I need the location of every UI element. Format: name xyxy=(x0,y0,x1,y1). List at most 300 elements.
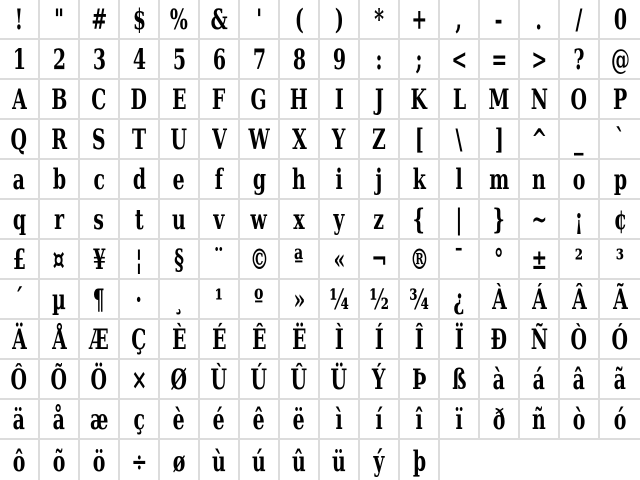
glyph-character: Ì xyxy=(334,324,344,357)
glyph-character: w xyxy=(250,204,268,237)
glyph-cell xyxy=(440,0,480,40)
glyph-character: Y xyxy=(332,124,346,157)
glyph-character: 6 xyxy=(212,44,226,77)
glyph-cell xyxy=(360,160,400,200)
glyph-cell xyxy=(480,200,520,240)
glyph-character: W xyxy=(248,124,270,157)
glyph-character: c xyxy=(93,164,105,197)
glyph-cell xyxy=(160,320,200,360)
glyph-cell xyxy=(40,160,80,200)
glyph-character: ã xyxy=(613,364,627,397)
glyph-character: ý xyxy=(373,446,385,479)
glyph-character: 8 xyxy=(292,44,306,77)
glyph-cell xyxy=(200,200,240,240)
glyph-character: ® xyxy=(409,244,429,277)
glyph-character: ] xyxy=(494,124,504,157)
glyph-cell xyxy=(440,40,480,80)
glyph-cell xyxy=(440,160,480,200)
glyph-character: ¢ xyxy=(613,204,627,237)
glyph-character: ¸ xyxy=(174,284,184,317)
glyph-character: B xyxy=(51,84,67,117)
glyph-cell xyxy=(40,80,80,120)
glyph-cell xyxy=(560,40,600,80)
glyph-row xyxy=(0,80,640,120)
glyph-character: , xyxy=(455,4,463,37)
glyph-cell xyxy=(400,120,440,160)
glyph-cell xyxy=(360,360,400,400)
glyph-character: A xyxy=(11,84,27,117)
glyph-character: ¦ xyxy=(135,244,143,277)
glyph-cell xyxy=(440,120,480,160)
glyph-cell xyxy=(520,200,560,240)
glyph-character: q xyxy=(12,204,26,237)
glyph-cell xyxy=(240,160,280,200)
glyph-row xyxy=(0,400,640,440)
glyph-character: I xyxy=(334,84,344,117)
glyph-character: * xyxy=(374,4,384,37)
glyph-cell xyxy=(240,240,280,280)
glyph-character: Õ xyxy=(50,364,68,397)
glyph-cell xyxy=(480,0,520,40)
glyph-character: ç xyxy=(133,404,145,437)
glyph-cell xyxy=(520,120,560,160)
glyph-character: å xyxy=(52,404,66,437)
glyph-row xyxy=(0,360,640,400)
glyph-character: ß xyxy=(451,364,467,397)
glyph-character: K xyxy=(410,84,428,117)
glyph-character: : xyxy=(375,44,383,77)
glyph-character: h xyxy=(292,164,306,197)
glyph-character: C xyxy=(91,84,107,117)
glyph-cell xyxy=(440,320,480,360)
glyph-character: ª xyxy=(294,244,304,277)
glyph-cell xyxy=(360,40,400,80)
glyph-character: é xyxy=(212,404,226,437)
glyph-cell xyxy=(400,200,440,240)
glyph-character: s xyxy=(93,204,105,237)
glyph-character: Ç xyxy=(131,324,147,357)
glyph-character: i xyxy=(335,164,343,197)
glyph-character: " xyxy=(54,4,64,37)
glyph-cell xyxy=(80,200,120,240)
glyph-cell xyxy=(600,200,640,240)
glyph-cell xyxy=(480,320,520,360)
glyph-character: ù xyxy=(212,446,226,479)
glyph-character: Ë xyxy=(291,324,307,357)
glyph-character: Ä xyxy=(11,324,27,357)
glyph-character: ì xyxy=(335,404,343,437)
glyph-character: E xyxy=(171,84,187,117)
glyph-character: 9 xyxy=(332,44,346,77)
glyph-character: } xyxy=(492,204,506,237)
glyph-character: ; xyxy=(415,44,423,77)
glyph-cell xyxy=(200,80,240,120)
glyph-cell xyxy=(0,400,40,440)
glyph-character: 2 xyxy=(52,44,66,77)
glyph-character: ¡ xyxy=(574,204,584,237)
glyph-cell xyxy=(520,400,560,440)
glyph-character: U xyxy=(170,124,188,157)
glyph-cell xyxy=(320,280,360,320)
glyph-character: Z xyxy=(372,124,386,157)
glyph-character: ø xyxy=(172,446,186,479)
glyph-cell xyxy=(80,40,120,80)
glyph-cell xyxy=(200,400,240,440)
glyph-cell xyxy=(200,240,240,280)
glyph-character: > xyxy=(531,44,547,77)
glyph-cell xyxy=(560,240,600,280)
glyph-character: ô xyxy=(12,446,26,479)
glyph-cell xyxy=(320,360,360,400)
glyph-cell xyxy=(120,200,160,240)
glyph-character: R xyxy=(51,124,67,157)
glyph-cell xyxy=(480,80,520,120)
glyph-row xyxy=(0,200,640,240)
glyph-character: n xyxy=(532,164,546,197)
glyph-character: ¬ xyxy=(371,244,387,277)
glyph-cell xyxy=(520,40,560,80)
glyph-cell xyxy=(600,40,640,80)
glyph-cell xyxy=(600,320,640,360)
glyph-cell xyxy=(360,80,400,120)
glyph-row xyxy=(0,160,640,200)
glyph-cell xyxy=(120,280,160,320)
glyph-character: Ñ xyxy=(530,324,548,357)
glyph-cell xyxy=(0,440,40,480)
glyph-cell xyxy=(280,280,320,320)
glyph-character: t xyxy=(134,204,144,237)
glyph-character: Ð xyxy=(490,324,508,357)
glyph-character: á xyxy=(532,364,546,397)
glyph-character: $ xyxy=(132,4,146,37)
glyph-character: ¹ xyxy=(214,284,224,317)
glyph-cell xyxy=(0,320,40,360)
glyph-character: D xyxy=(130,84,148,117)
glyph-character: ¾ xyxy=(409,284,429,317)
glyph-character: d xyxy=(132,164,146,197)
glyph-character: Û xyxy=(290,364,308,397)
glyph-cell xyxy=(480,160,520,200)
glyph-character: N xyxy=(530,84,548,117)
glyph-cell xyxy=(280,160,320,200)
glyph-character: ö xyxy=(92,446,106,479)
glyph-cell xyxy=(200,160,240,200)
glyph-character: õ xyxy=(52,446,66,479)
glyph-cell xyxy=(480,280,520,320)
glyph-cell xyxy=(600,240,640,280)
glyph-character: ¶ xyxy=(92,284,106,317)
glyph-cell xyxy=(0,120,40,160)
glyph-character: u xyxy=(172,204,186,237)
glyph-character: Ã xyxy=(612,284,628,317)
glyph-cell xyxy=(360,240,400,280)
glyph-cell xyxy=(280,240,320,280)
glyph-character: m xyxy=(488,164,509,197)
glyph-row xyxy=(0,440,640,480)
glyph-character: × xyxy=(131,364,147,397)
glyph-cell xyxy=(0,200,40,240)
glyph-cell xyxy=(280,360,320,400)
glyph-character: è xyxy=(172,404,186,437)
glyph-character: ^ xyxy=(531,124,547,157)
glyph-cell xyxy=(600,280,640,320)
glyph-cell xyxy=(120,80,160,120)
glyph-character: { xyxy=(412,204,426,237)
glyph-cell xyxy=(80,440,120,480)
glyph-cell xyxy=(200,120,240,160)
glyph-cell xyxy=(120,360,160,400)
glyph-character: % xyxy=(170,4,188,37)
glyph-character: ü xyxy=(332,446,346,479)
glyph-cell xyxy=(520,320,560,360)
glyph-cell xyxy=(520,160,560,200)
glyph-character: Á xyxy=(531,284,547,317)
glyph-cell xyxy=(560,160,600,200)
glyph-character: f xyxy=(214,164,224,197)
glyph-character: Ó xyxy=(611,324,629,357)
glyph-cell xyxy=(40,280,80,320)
glyph-character: # xyxy=(91,4,107,37)
glyph-character: X xyxy=(291,124,307,157)
glyph-cell xyxy=(480,120,520,160)
glyph-character: v xyxy=(213,204,225,237)
glyph-row xyxy=(0,0,640,40)
glyph-cell xyxy=(80,120,120,160)
glyph-character: Ï xyxy=(454,324,464,357)
glyph-character: ~ xyxy=(531,204,547,237)
glyph-cell xyxy=(80,320,120,360)
glyph-cell xyxy=(480,40,520,80)
glyph-cell xyxy=(520,360,560,400)
glyph-character: 7 xyxy=(252,44,266,77)
glyph-character: Ô xyxy=(10,364,28,397)
glyph-cell xyxy=(120,0,160,40)
glyph-cell xyxy=(200,320,240,360)
glyph-cell xyxy=(120,440,160,480)
glyph-row xyxy=(0,280,640,320)
glyph-cell xyxy=(360,320,400,360)
glyph-character: y xyxy=(333,204,345,237)
glyph-cell xyxy=(40,320,80,360)
glyph-character: µ xyxy=(52,284,66,317)
glyph-cell xyxy=(400,280,440,320)
glyph-cell xyxy=(560,0,600,40)
glyph-character: º xyxy=(254,284,264,317)
glyph-cell xyxy=(520,0,560,40)
glyph-character: ¿ xyxy=(453,284,465,317)
glyph-character: à xyxy=(492,364,506,397)
glyph-cell xyxy=(520,80,560,120)
glyph-character: 1 xyxy=(12,44,26,77)
glyph-cell xyxy=(80,400,120,440)
glyph-cell xyxy=(40,120,80,160)
glyph-character: ° xyxy=(494,244,504,277)
glyph-character: ' xyxy=(256,4,262,37)
glyph-cell xyxy=(360,280,400,320)
glyph-character: M xyxy=(488,84,510,117)
glyph-character: ¯ xyxy=(454,244,464,277)
glyph-character: Å xyxy=(51,324,67,357)
glyph-cell xyxy=(400,80,440,120)
glyph-cell xyxy=(40,400,80,440)
glyph-cell xyxy=(240,40,280,80)
glyph-cell xyxy=(320,400,360,440)
glyph-cell xyxy=(120,120,160,160)
glyph-cell xyxy=(200,440,240,480)
glyph-cell xyxy=(520,280,560,320)
glyph-character: S xyxy=(92,124,106,157)
glyph-character: O xyxy=(570,84,588,117)
glyph-character: Ò xyxy=(570,324,588,357)
glyph-character: © xyxy=(249,244,269,277)
glyph-cell xyxy=(160,120,200,160)
glyph-cell xyxy=(560,360,600,400)
glyph-character: Ø xyxy=(170,364,188,397)
glyph-character: ú xyxy=(252,446,266,479)
glyph-cell xyxy=(360,120,400,160)
glyph-cell xyxy=(320,80,360,120)
glyph-character: â xyxy=(572,364,586,397)
glyph-character: l xyxy=(455,164,463,197)
glyph-cell xyxy=(280,40,320,80)
glyph-character: ê xyxy=(252,404,266,437)
glyph-character: Ö xyxy=(90,364,108,397)
glyph-character: Ê xyxy=(251,324,267,357)
glyph-cell xyxy=(200,40,240,80)
glyph-character: ¨ xyxy=(214,244,224,277)
glyph-cell xyxy=(0,160,40,200)
glyph-cell xyxy=(200,280,240,320)
glyph-cell xyxy=(400,320,440,360)
glyph-cell xyxy=(240,360,280,400)
glyph-character: ñ xyxy=(532,404,546,437)
glyph-row xyxy=(0,120,640,160)
glyph-cell xyxy=(280,200,320,240)
glyph-character: = xyxy=(491,44,507,77)
glyph-character: b xyxy=(52,164,66,197)
glyph-character: ¤ xyxy=(52,244,66,277)
glyph-cell xyxy=(400,40,440,80)
glyph-character: Æ xyxy=(89,324,109,357)
glyph-cell xyxy=(80,280,120,320)
glyph-cell xyxy=(200,0,240,40)
glyph-cell xyxy=(80,360,120,400)
glyph-cell xyxy=(160,240,200,280)
glyph-character: ² xyxy=(574,244,584,277)
glyph-character: J xyxy=(374,84,384,117)
glyph-cell xyxy=(440,80,480,120)
glyph-character: ï xyxy=(455,404,463,437)
glyph-cell xyxy=(160,160,200,200)
glyph-character: H xyxy=(290,84,308,117)
glyph-character: À xyxy=(491,284,507,317)
glyph-character: Ý xyxy=(372,364,386,397)
glyph-cell xyxy=(320,40,360,80)
glyph-character: 3 xyxy=(92,44,106,77)
glyph-cell xyxy=(40,440,80,480)
glyph-character: É xyxy=(211,324,227,357)
glyph-character: î xyxy=(415,404,423,437)
glyph-cell xyxy=(0,0,40,40)
glyph-cell xyxy=(320,320,360,360)
glyph-character: + xyxy=(411,4,427,37)
glyph-character: Ú xyxy=(250,364,268,397)
glyph-cell xyxy=(120,160,160,200)
glyph-cell xyxy=(360,440,400,480)
glyph-character: ó xyxy=(613,404,627,437)
glyph-character: 5 xyxy=(172,44,186,77)
glyph-character: k xyxy=(412,164,426,197)
glyph-cell xyxy=(600,80,640,120)
glyph-character: 0 xyxy=(613,4,627,37)
glyph-character: V xyxy=(211,124,227,157)
glyph-character: · xyxy=(135,284,143,317)
glyph-cell xyxy=(160,0,200,40)
glyph-character: Â xyxy=(571,284,587,317)
glyph-character: & xyxy=(210,4,228,37)
glyph-cell xyxy=(280,320,320,360)
glyph-character: æ xyxy=(89,404,109,437)
glyph-row xyxy=(0,320,640,360)
glyph-cell xyxy=(400,440,440,480)
glyph-cell xyxy=(360,200,400,240)
glyph-cell xyxy=(160,40,200,80)
glyph-cell xyxy=(160,440,200,480)
glyph-cell xyxy=(560,80,600,120)
glyph-cell xyxy=(400,0,440,40)
glyph-cell xyxy=(120,240,160,280)
glyph-cell xyxy=(240,400,280,440)
glyph-cell xyxy=(80,0,120,40)
glyph-character: ¼ xyxy=(329,284,349,317)
glyph-cell xyxy=(40,360,80,400)
glyph-character: ÷ xyxy=(131,446,147,479)
glyph-character: û xyxy=(292,446,306,479)
glyph-character: ½ xyxy=(369,284,389,317)
glyph-character: . xyxy=(535,4,543,37)
glyph-character: þ xyxy=(412,446,426,479)
glyph-character: Q xyxy=(10,124,28,157)
glyph-character: È xyxy=(171,324,187,357)
glyph-cell xyxy=(280,0,320,40)
glyph-cell xyxy=(120,400,160,440)
glyph-character: Í xyxy=(374,324,384,357)
glyph-cell xyxy=(480,240,520,280)
glyph-cell xyxy=(520,240,560,280)
glyph-cell xyxy=(400,400,440,440)
glyph-cell xyxy=(320,120,360,160)
glyph-cell xyxy=(560,120,600,160)
glyph-cell xyxy=(80,240,120,280)
glyph-cell xyxy=(240,80,280,120)
glyph-cell xyxy=(200,360,240,400)
glyph-cell xyxy=(240,320,280,360)
glyph-cell xyxy=(280,440,320,480)
glyph-cell xyxy=(480,400,520,440)
glyph-cell xyxy=(560,320,600,360)
glyph-cell xyxy=(400,240,440,280)
glyph-cell xyxy=(600,120,640,160)
glyph-cell xyxy=(440,200,480,240)
glyph-character: e xyxy=(172,164,186,197)
glyph-cell xyxy=(320,160,360,200)
glyph-cell xyxy=(120,40,160,80)
glyph-cell xyxy=(320,200,360,240)
glyph-character: G xyxy=(250,84,268,117)
glyph-cell xyxy=(560,280,600,320)
glyph-character: < xyxy=(451,44,467,77)
glyph-character: P xyxy=(612,84,628,117)
